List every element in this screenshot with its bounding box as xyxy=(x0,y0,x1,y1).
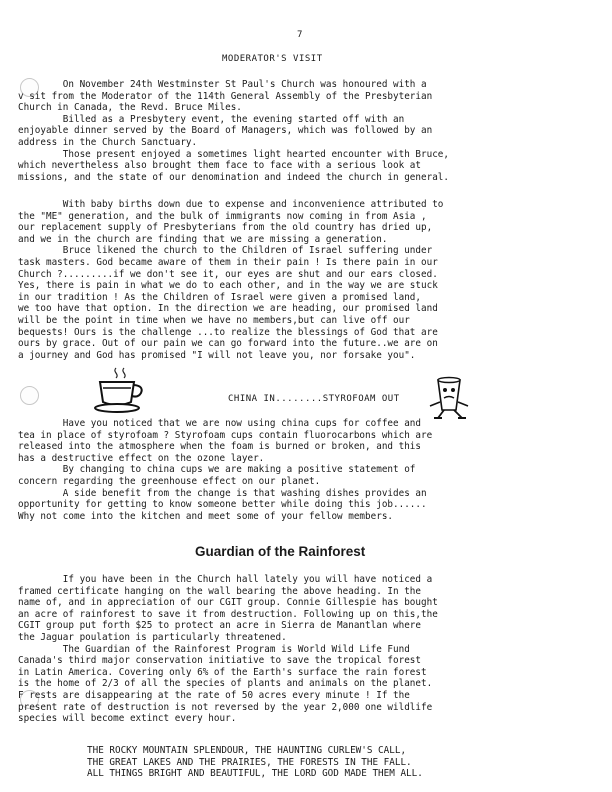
moderator-paragraph-1: On November 24th Westminster St Paul's Church was honoured with a v sit from the Moderator of the 114th General Assembly of the Presbyterian Church in Canada, the Revd. Bruce Miles. Billed as a Presbytery event, the evening started off with an enjoyable dinner served by the Board of Managers, which was followed by an address in the Church Sanctuary. Those present enjoyed a sometimes light hearted encounter with Bruce, which nevertheless also brought them face to face with a serious look at missions, and the state of our denomination and indeed the church in general. xyxy=(18,79,449,183)
styrofoam-cup-icon xyxy=(424,376,474,420)
page-number: 7 xyxy=(297,30,303,40)
rainforest-paragraph: If you have been in the Church hall lately you will have noticed a framed certificate hanging on the wall bearing the above heading. In the name of, and in appreciation of our CGIT group. Connie Gillespie has bought an acre of rainforest to save it from destruction. Following up on this,the CGIT group put forth $25 to protect an acre in Sierra de Manantlan where the Jaguar poulation is particularly threatened. The Guardian of the Rainforest Program is World Wild Life Fund Canada's third major conservation initiative to save the tropical forest in Latin America. Covering only 6% of the Earth's surface the rain forest is the home of 2/3 of all the species of plants and animals on the planet. F rests are disappearing at the rate of 50 acres every minute ! If the present rate of destruction is not reversed by the year 2,000 one wildlife species will become extinct every hour. xyxy=(18,574,438,725)
rainforest-heading: Guardian of the Rainforest xyxy=(195,544,366,559)
china-paragraph: Have you noticed that we are now using china cups for coffee and tea in place of styrofoam ? Styrofoam cups contain fluorocarbons which are released into the atmosphere when the foam is burned or broken, and this has a destructive effect on the ozone layer. By changing to china cups we are making a positive statement of concern regarding the greenhouse effect on our planet. A side benefit from the change is that washing dishes provides an opportunity for getting to know someone better while doing this job...... Why not come into the kitchen and meet some of your fellow members. xyxy=(18,418,433,522)
china-heading: CHINA IN........STYROFOAM OUT xyxy=(228,394,400,404)
rainforest-poem: THE ROCKY MOUNTAIN SPLENDOUR, THE HAUNTING CURLEW'S CALL, THE GREAT LAKES AND THE PRAIRIES, THE FORESTS IN THE FALL. ALL THINGS BRIGHT AND BEAUTIFUL, THE LORD GOD MADE THEM ALL. xyxy=(87,745,423,780)
coffee-cup-icon xyxy=(94,366,146,414)
moderator-heading: MODERATOR'S VISIT xyxy=(222,54,323,64)
moderator-paragraph-2: With baby births down due to expense and inconvenience attributed to the "ME" generation, and the bulk of immigrants now coming in from Asia , our replacement supply of Presbyterians from the old country has dried up, and we in the church are finding that we are missing a generation. Bruce likened the church to the Children of Israel suffering under task masters. God became aware of them in their pain ! Is there pain in our Church ?.........if we don't see it, our eyes are shut and our ears closed. Yes, there is pain in what we do to each other, and in the way we are stuck in our tradition ! As the Children of Israel were given a promised land, we too have that option. In the direction we are heading, our promised land will be the point in time when we have no members,but can live off our bequests! Ours is the challenge ...to realize the blessings of God that are ours by grace. Out of our pain we can go forward into the future..we are on a journey and God has promised "I will not leave you, nor forsake you". xyxy=(18,199,444,361)
binder-hole-middle xyxy=(20,386,39,405)
